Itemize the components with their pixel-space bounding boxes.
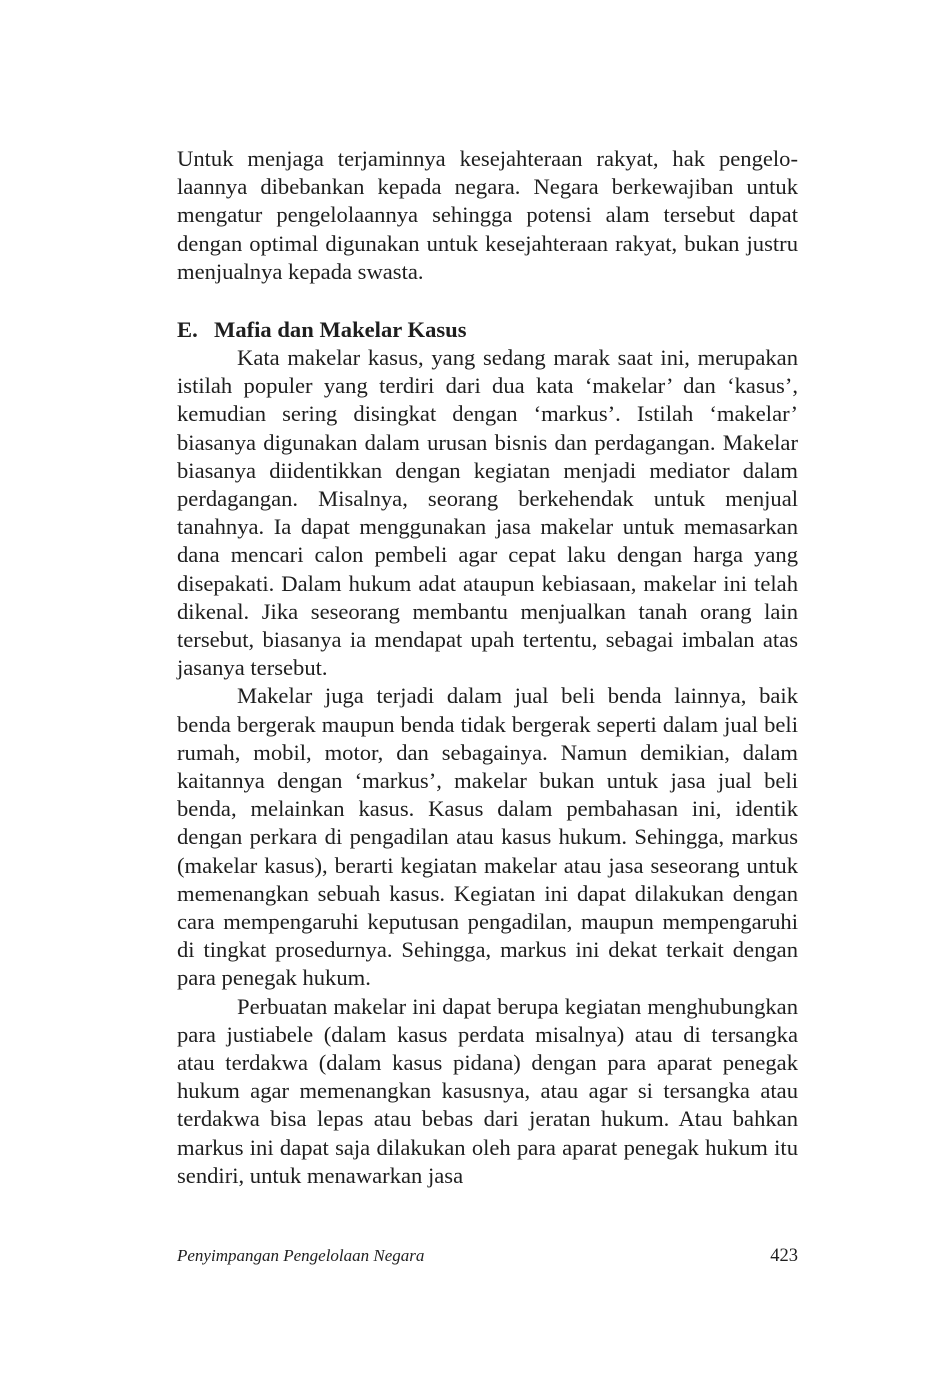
running-title: Penyimpangan Pengelolaan Negara <box>177 1246 425 1265</box>
book-page <box>177 0 798 1388</box>
body-paragraph-3: Perbuatan makelar ini dapat berupa kegiatan menghubungkan para justiabele (dalam kasus perdata misalnya) atau di tersangka atau terdakwa (dalam kasus pidana) dengan para aparat penegak hukum agar memenangkan kasusnya, atau agar si tersangka atau terdakwa bisa lepas atau bebas dari jeratan hukum. Atau bahkan markus ini dapat saja dilakukan oleh para aparat penegak hukum itu sendiri, untuk menawarkan jasa <box>177 993 798 1188</box>
section-title: Mafia dan Makelar Kasus <box>214 317 467 342</box>
section-heading <box>177 316 798 344</box>
body-paragraph-2: Makelar juga terjadi dalam jual beli benda lainnya, baik benda bergerak maupun benda tidak bergerak seperti dalam jual beli rumah, mobil, motor, dan sebagainya. Namun demikian, dalam kaitannya dengan ‘markus’, makelar bukan untuk jasa jual beli benda, melainkan kasus. Kasus dalam pembahasan ini, identik dengan perkara di pengadilan atau kasus hukum. Sehingga, markus (makelar kasus), berarti kegiatan makelar atau jasa seseorang untuk memenangkan sebuah kasus. Kegiatan ini dapat dilakukan dengan cara mempengaruhi keputusan pengadilan, maupun mempengaruhi di tingkat prosedurnya. Sehingga, markus ini dekat terkait dengan para penegak hukum. <box>177 683 798 991</box>
page-number: 423 <box>770 1246 798 1266</box>
intro-text <box>177 145 798 286</box>
section-letter: E. <box>177 317 198 342</box>
intro-paragraph: Untuk menjaga terjaminnya kesejahteraan rakyat, hak pengelolaannya dibebankan kepada negara. Negara berkewajiban untuk mengatur pengelolaannya sehingga potensi alam tersebut dapat dengan optimal digunakan untuk kesejahteraan rakyat, bukan justru menjualnya kepada swasta. <box>177 146 798 284</box>
section-body <box>177 344 798 1190</box>
body-paragraph-1: Kata makelar kasus, yang sedang marak saat ini, merupakan istilah populer yang terdiri dari dua kata ‘makelar’ dan ‘kasus’, kemudian sering disingkat dengan ‘markus’. Istilah ‘makelar’ biasanya digunakan dalam urusan bisnis dan perdagangan. Makelar biasanya diidentikkan dengan kegiatan menjadi mediator dalam perdagangan. Misalnya, seorang berkehendak untuk menjual tanahnya. Ia dapat menggunakan jasa makelar untuk memasarkan dana mencari calon pembeli agar cepat laku dengan harga yang disepakati. Dalam hukum adat ataupun kebiasaan, makelar ini telah dikenal. Jika seseorang membantu menjualkan tanah orang lain tersebut, biasanya ia mendapat upah tertentu, sebagai imbalan atas jasanya tersebut. <box>177 345 798 681</box>
